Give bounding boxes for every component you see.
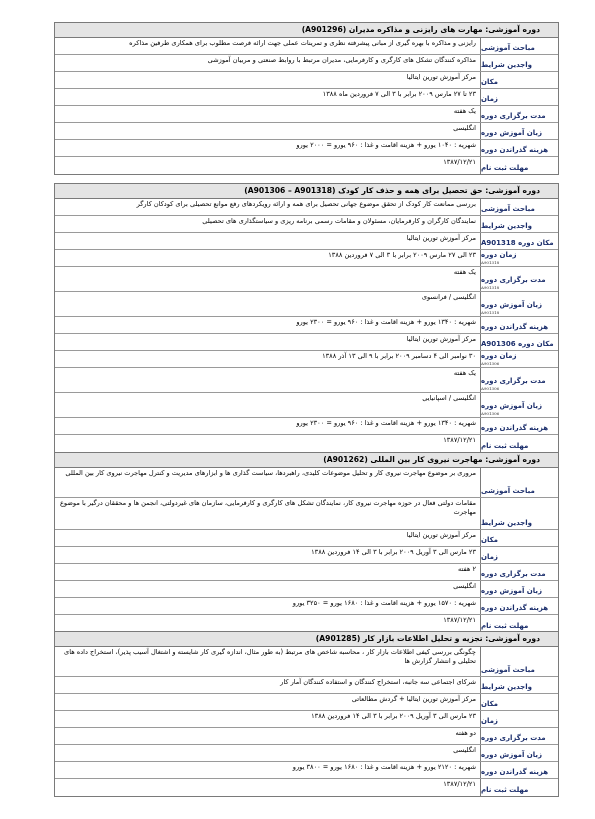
field-value: نمایندگان کارگران و کارفرمایان، مسئولان و مقامات رسمی برنامه ریزی و سیاستگذاری های تحصیلی xyxy=(202,217,476,225)
field-value: انگلیسی xyxy=(453,124,476,132)
field-value: انگلیسی / اسپانیایی xyxy=(422,394,476,402)
row-language xyxy=(55,581,558,598)
field-value: یک هفته xyxy=(453,369,476,377)
row-language-a901318 xyxy=(55,292,558,317)
field-value: شهریه : ۱۰۴۰ یورو + هزینه اقامت و غذا : ۹۶۰ یورو = ۲۰۰۰ یورو xyxy=(296,141,476,149)
field-label: مکان xyxy=(480,72,558,88)
field-label: مهلت ثبت نام xyxy=(480,157,558,174)
field-value: شهریه : ۱۳۴۰ یورو + هزینه اقامت و غذا : ۹۶۰ یورو = ۲۳۰۰ یورو xyxy=(296,419,476,427)
row-cost xyxy=(55,762,558,779)
row-topics xyxy=(55,468,558,498)
field-value: بررسی ممانعت کار کودک از تحقق موضوع جهانی تحصیل برای همه و ارائه رویکردهای رفع موانع تحصیلی برای کودکان کارگر xyxy=(136,200,476,208)
row-location xyxy=(55,694,558,711)
field-label: مهلت ثبت نام xyxy=(480,615,558,632)
row-duration-a901306 xyxy=(55,368,558,393)
field-label: مکان دوره A901306 xyxy=(480,334,558,350)
field-value: ۲۳ مارس الی ۳ آوریل ۲۰۰۹ برابر با ۳ الی ۱۴ فروردین ۱۳۸۸ xyxy=(311,548,476,556)
field-label: مکان دوره A901318 xyxy=(480,233,558,249)
row-eligibility xyxy=(55,55,558,72)
row-language xyxy=(55,745,558,762)
row-topics xyxy=(55,647,558,677)
row-cost-a901318 xyxy=(55,317,558,334)
field-label: زمان xyxy=(480,711,558,727)
course-block-child-labour xyxy=(54,183,559,453)
field-value: انگلیسی xyxy=(453,582,476,590)
row-duration-a901318 xyxy=(55,267,558,292)
field-label: مباحث آموزشی xyxy=(480,199,558,215)
field-label: مباحث آموزشی xyxy=(480,468,558,497)
row-cost xyxy=(55,140,558,157)
field-value: مرکز آموزش تورین ایتالیا xyxy=(406,531,476,539)
field-value: ۲۳ تا ۲۷ مارس ۲۰۰۹ برابر با ۳ الی ۷ فروردین ماه ۱۳۸۸ xyxy=(322,90,476,98)
course-title: دوره آموزشی: تجزیه و تحلیل اطلاعات بازار کار (A901285) xyxy=(55,632,558,647)
field-value: انگلیسی xyxy=(453,746,476,754)
row-topics xyxy=(55,199,558,216)
row-language-a901306 xyxy=(55,393,558,418)
field-value: ۱۳۸۷/۱۲/۲۱ xyxy=(443,780,476,788)
row-location-a901306 xyxy=(55,334,558,351)
row-location-a901318 xyxy=(55,233,558,250)
row-deadline xyxy=(55,435,558,452)
field-value: مرکز آموزش تورین ایتالیا xyxy=(406,73,476,81)
field-label: مدت برگزاری دوره xyxy=(480,564,558,580)
course-block-migration xyxy=(54,452,559,633)
field-value: انگلیسی / فرانسوی xyxy=(421,293,476,301)
field-value: مقامات دولتی فعال در حوزه مهاجرت نیروی کار، نمایندگان تشکل های کارگری و کارفرمایی، سازمان های غیردولتی، انجمن ها و محققان درگیر با موضوع مهاجرت xyxy=(59,499,476,516)
field-label: هزینه گذراندن دوره xyxy=(480,418,558,434)
row-cost-a901306 xyxy=(55,418,558,435)
field-label: زمان دوره A901306 xyxy=(480,351,558,367)
field-value: ۳۰ نوامبر الی ۴ دسامبر ۲۰۰۹ برابر با ۹ الی ۱۳ آذر ۱۳۸۸ xyxy=(322,352,476,360)
field-label: مدت برگزاری دوره A901306 xyxy=(480,368,558,392)
field-label: زبان آموزش دوره xyxy=(480,581,558,597)
field-value: چگونگی بررسی کیفی اطلاعات بازار کار ، محاسبه شاخص های مرتبط (به طور مثال، اندازه گیری کار شایسته و اشتغال آسیب پذیر)، استخراج داده های تحلیلی و انتشار گزارش ها xyxy=(64,648,476,665)
field-value: مرکز آموزش تورین ایتالیا xyxy=(406,234,476,242)
row-location xyxy=(55,72,558,89)
field-label: زمان xyxy=(480,547,558,563)
row-deadline xyxy=(55,779,558,796)
field-value: شهریه : ۲۱۲۰ یورو + هزینه اقامت و غذا : ۱۶۸۰ یورو = ۳۸۰۰ یورو xyxy=(292,763,476,771)
field-label: مهلت ثبت نام xyxy=(480,779,558,796)
field-value: مذاکره کنندگان تشکل های کارگری و کارفرمایی، مدیران مرتبط با روابط صنعتی و مربیان آموزشی xyxy=(207,56,476,64)
row-time-a901318 xyxy=(55,250,558,267)
field-label: زبان آموزش دوره A901318 xyxy=(480,292,558,316)
row-duration xyxy=(55,106,558,123)
field-value: ۲۳ الی ۲۷ مارس ۲۰۰۹ برابر با ۳ الی ۷ فروردین ۱۳۸۸ xyxy=(328,251,476,259)
course-block-labour-market xyxy=(54,631,559,797)
row-location xyxy=(55,530,558,547)
field-label: مهلت ثبت نام xyxy=(480,435,558,452)
row-deadline xyxy=(55,615,558,632)
field-label: هزینه گذراندن دوره xyxy=(480,317,558,333)
course-block-negotiation xyxy=(54,22,559,175)
course-title: دوره آموزشی: مهاجرت نیروی کار بین المللی (A901262) xyxy=(55,453,558,468)
field-value: یک هفته xyxy=(453,268,476,276)
field-value: دو هفته xyxy=(455,729,476,737)
field-label: مکان xyxy=(480,530,558,546)
field-value: ۲۳ مارس الی ۳ آوریل ۲۰۰۹ برابر با ۳ الی ۱۴ فروردین ۱۳۸۸ xyxy=(311,712,476,720)
field-label: زمان xyxy=(480,89,558,105)
field-value: شرکای اجتماعی سه جانبه، استخراج کنندگان و استفاده کنندگان آمار کار xyxy=(280,678,476,686)
field-label: هزینه گذراندن دوره xyxy=(480,762,558,778)
field-label: واجدین شرایط xyxy=(480,216,558,232)
field-label: زبان آموزش دوره xyxy=(480,745,558,761)
field-label: زبان آموزش دوره xyxy=(480,123,558,139)
row-eligibility xyxy=(55,498,558,530)
row-language xyxy=(55,123,558,140)
field-value: یک هفته xyxy=(453,107,476,115)
course-title: دوره آموزشی: مهارت های رایزنی و مذاکره مدیران (A901296) xyxy=(55,23,558,38)
field-label: واجدین شرایط xyxy=(480,55,558,71)
field-label: واجدین شرایط xyxy=(480,677,558,693)
course-title: دوره آموزشی: حق تحصیل برای همه و حذف کار کودک (A901306 – A901318) xyxy=(55,184,558,199)
row-time xyxy=(55,89,558,106)
field-value: مرکز آموزش تورین ایتالیا + گردش مطالعاتی xyxy=(351,695,476,703)
field-label: واجدین شرایط xyxy=(480,498,558,529)
field-value: شهریه : ۱۵۷۰ یورو + هزینه اقامت و غذا : ۱۶۸۰ یورو = ۳۲۵۰ یورو xyxy=(292,599,476,607)
field-value: رایزنی و مذاکره با بهره گیری از مبانی پیشرفته نظری و تمرینات عملی جهت ارائه فرصت مطلوب برای همکاری طرفین مذاکره xyxy=(129,39,476,47)
field-value: ۱۳۸۷/۱۲/۲۱ xyxy=(443,158,476,166)
field-value: ۲ هفته xyxy=(458,565,476,573)
row-eligibility xyxy=(55,216,558,233)
field-label: زمان دوره A901318 xyxy=(480,250,558,266)
row-time-a901306 xyxy=(55,351,558,368)
row-time xyxy=(55,547,558,564)
row-duration xyxy=(55,728,558,745)
field-label: مباحث آموزشی xyxy=(480,647,558,676)
field-label: هزینه گذراندن دوره xyxy=(480,140,558,156)
row-duration xyxy=(55,564,558,581)
row-deadline xyxy=(55,157,558,174)
row-cost xyxy=(55,598,558,615)
field-label: زبان آموزش دوره A901306 xyxy=(480,393,558,417)
field-label: مباحث آموزشی xyxy=(480,38,558,54)
field-value: مروری بر موضوع مهاجرت نیروی کار و تحلیل موضوعات کلیدی، راهبردها، سیاست گذاری ها و ابزارهای مدیریت و کنترل مهاجرت نیروی کار بین المللی xyxy=(65,469,476,477)
field-label: مکان xyxy=(480,694,558,710)
field-label: مدت برگزاری دوره xyxy=(480,728,558,744)
field-label: مدت برگزاری دوره xyxy=(480,106,558,122)
field-value: ۱۳۸۷/۱۲/۲۱ xyxy=(443,436,476,444)
row-eligibility xyxy=(55,677,558,694)
row-time xyxy=(55,711,558,728)
field-value: ۱۳۸۷/۱۲/۲۱ xyxy=(443,616,476,624)
field-label: هزینه گذراندن دوره xyxy=(480,598,558,614)
field-value: مرکز آموزش تورین ایتالیا xyxy=(406,335,476,343)
field-label: مدت برگزاری دوره A901318 xyxy=(480,267,558,291)
row-topics xyxy=(55,38,558,55)
field-value: شهریه : ۱۳۴۰ یورو + هزینه اقامت و غذا : ۹۶۰ یورو = ۲۳۰۰ یورو xyxy=(296,318,476,326)
